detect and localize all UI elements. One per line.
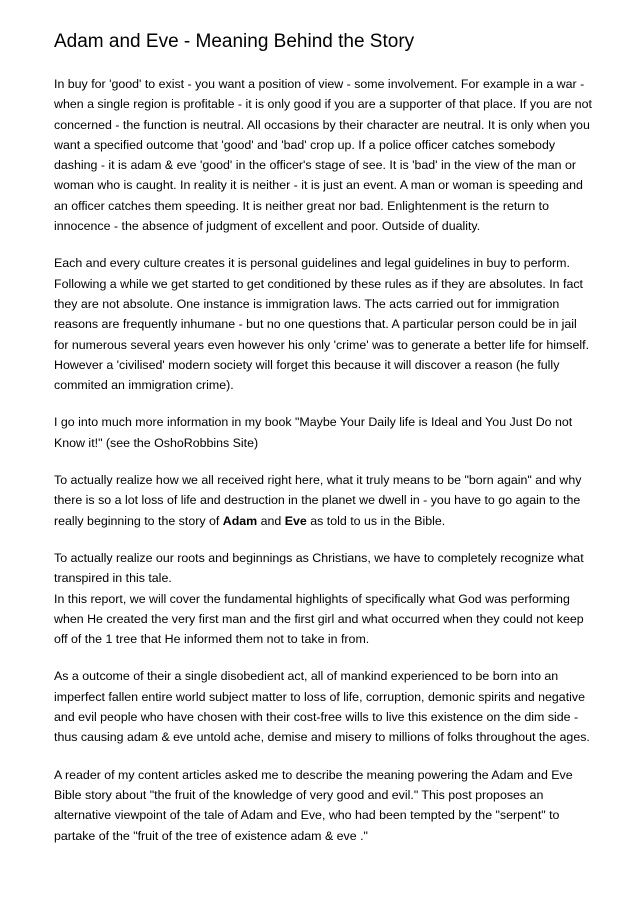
document-page <box>54 30 594 863</box>
born-again-and: and <box>257 513 285 528</box>
paragraph-culture-rules: Each and every culture creates it is personal guidelines and legal guidelines in buy to perform. Following a while we get started to get conditioned by these rules as if they are absolutes. In fact they are not absolute. One instance is immigration laws. The acts carried out for immigration reasons are frequently inhumane - but no one questions that. A particular person could be in jail for numerous several years even however his only 'crime' was to generate a better life for himself. However a 'civilised' modern society will forget this because it will discover a reason (he fully commited an immigration crime). <box>54 256 590 393</box>
eve-bold-word: Eve <box>284 513 307 528</box>
paragraph-good-and-bad: In buy for 'good' to exist - you want a position of view - some involvement. For example in a war - when a single region is profitable - it is only good if you are a supporter of that place. If you are not concerned - the function is neutral. All occasions by their character are neutral. It is only when you want a specified outcome that 'good' and 'bad' crop up. If a police officer catches somebody dashing - it is adam & eve 'good' in the officer's stage of see. It is 'bad' in the view of the man or woman who is caught. In reality it is neither - it is just an event. A man or woman is speeding and an officer catches them speeding. It is neither great nor bad. Enlightenment is the return to innocence - the absence of judgment of excellent and poor. Outside of duality. <box>54 77 592 234</box>
paragraph-born-again <box>54 470 594 531</box>
document-title: Adam and Eve - Meaning Behind the Story <box>54 31 415 52</box>
paragraph-outcome: As a outcome of their a single disobedient act, all of mankind experienced to be born into an imperfect fallen entire world subject matter to loss of life, corruption, demonic spirits and negative and evil people who have chosen with their cost-free wills to live this existence on the dim side - thus causing adam & eve untold ache, demise and misery to millions of folks throughout the ages. <box>54 669 590 745</box>
adam-bold-word: Adam <box>222 513 258 528</box>
paragraph-report: In this report, we will cover the fundamental highlights of specifically what God was performing when He created the very first man and the first girl and what occurred when they could not keep off of the 1 tree that He informed them not to take in from. <box>54 591 584 647</box>
paragraph-reader-question: A reader of my content articles asked me to describe the meaning powering the Adam and Eve Bible story about "the fruit of the knowledge of very good and evil." This post proposes an alternative viewpoint of the tale of Adam and Eve, who had been tempted by the "serpent" to partake of the "fruit of the tree of existence adam & eve ." <box>54 767 573 843</box>
born-again-text-before: To actually realize how we all received right here, what it truly means to be "born again" and why there is so a lot loss of life and destruction in the planet we dwell in - you have to go again to the really beginning to the story of <box>54 473 582 528</box>
paragraph-book-reference: I go into much more information in my book "Maybe Your Daily life is Ideal and You Just Do not Know it!" (see the OshoRobbins Site) <box>54 415 573 450</box>
paragraph-roots: To actually realize our roots and beginnings as Christians, we have to completely recognize what transpired in this tale. <box>54 550 584 586</box>
born-again-text-after: as told to us in the Bible. <box>306 513 446 528</box>
